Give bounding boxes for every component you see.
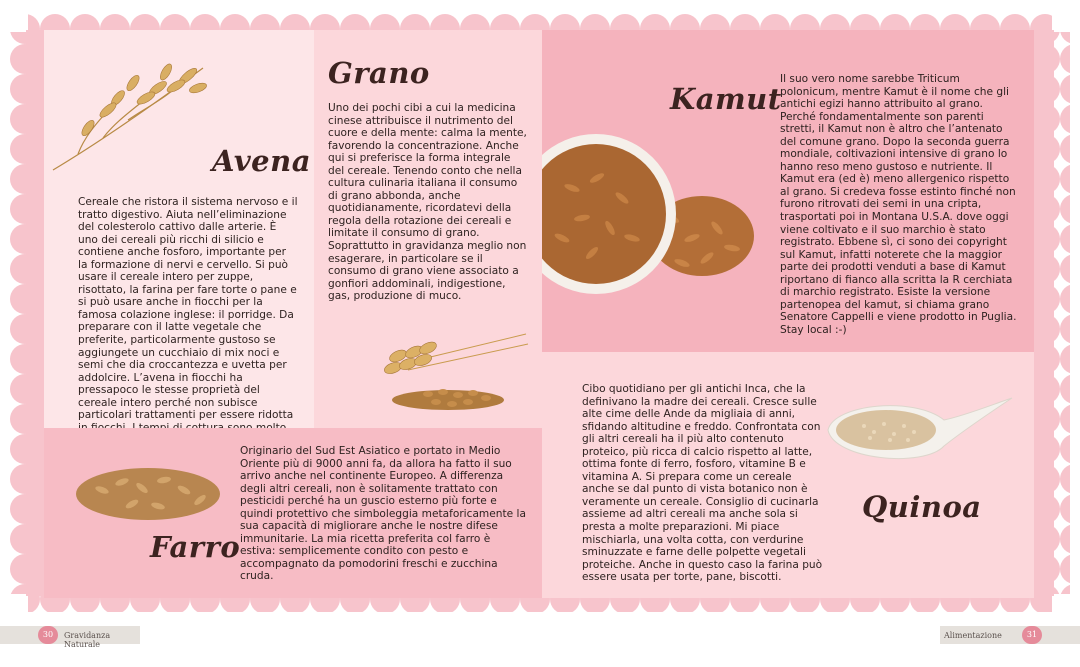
page-number-right: 31 <box>1022 626 1042 644</box>
quinoa-body-text: Cibo quotidiano per gli antichi Inca, che la definivano la madre dei cereali. Cresce sulle alte cime delle Ande da migliaia di anni, sfidando altitudine e freddo. Confrontata con gli altri cereali ha il più alto contenuto proteico, più ricca di calcio rispetto al latte, ottima fonte di ferro, fosforo, vitamine B e vitamina A. Si prepara come un cereale anche se dal punto di vista botanico non è veramente un cereale. Consiglio di cucinarla assieme ad altri cereali ma anche sola si presta a molte preparazioni. Mi piace mischiarla, una volta cotta, con verdurine sminuzzate e farne delle polpette vegetali proteiche. Anche in questo caso la farina può essere usata per torte, pane, biscotti. <box>582 383 823 584</box>
wheat-ears-image <box>368 330 532 412</box>
quinoa-spoon-image <box>824 390 1014 470</box>
kamut-title: Kamut <box>670 82 782 116</box>
footer-right <box>940 626 1080 644</box>
avena-body-text: Cereale che ristora il sistema nervoso e il tratto digestivo. Aiuta nell’eliminazione del colesterolo cattivo dalle arterie. È uno dei cereali più ricchi di silicio e contiene anche fosforo, importante per la formazione di nervi e cervello. Si può usare il cereale intero per zuppe, risottato, la farina per fare torte o pane e si può usare anche in fiocchi per la famosa colazione inglese: il porridge. Da preparare con il latte vegetale che preferite, particolarmente gustoso se aggiungete un cucchiaio di mix noci e semi che dia croccantezza e uvetta per addolcire. L’avena in fiocchi ha pressapoco le stesse proprietà del cereale intero perché non subisce particolari trattamenti per essere ridotta <box>78 196 298 422</box>
footer-left <box>0 626 140 649</box>
footer-left-label: Gravidanza Naturale <box>64 631 111 649</box>
farro-title: Farro <box>150 530 241 564</box>
quinoa-title: Quinoa <box>862 490 982 524</box>
farro-body-text: Originario del Sud Est Asiatico e portato in Medio Oriente più di 9000 anni fa, da allora ha fatto il suo arrivo anche nel continente Europeo. A differenza degli altri cereali, non è solitamente trattato con pesticidi perché ha un guscio esterno più forte e quindi protettivo che simboleggia metaforicamente la sua capacità di migliorare anche le nostre difese immunitarie. La mia ricetta preferita col farro è estiva: semplicemente condito con pesto e accompagnato da pomodorini freschi e zucchina cruda. <box>240 445 526 583</box>
grano-title: Grano <box>328 56 430 90</box>
page-number-left: 30 <box>38 626 58 644</box>
avena-title: Avena <box>212 144 312 178</box>
kamut-body-text: Il suo vero nome sarebbe Triticum polonicum, mentre Kamut è il nome che gli antichi egizi hanno attribuito al grano. Perché fondamentalmente son parenti stretti, il Kamut non è altro che l’antenato del comune grano. Dopo la seconda guerra mondiale, coltivazioni intensive di grano lo hanno reso meno gustoso e nutriente. Il Kamut era (ed è) meno allergenico rispetto al grano. Si credeva fosse estinto finché non furono ritrovati dei semi in una cripta, trasportati poi in Montana U.S.A. dove oggi viene coltivato e il suo marchio è stato registrato. Ebbene sì, ci sono dei copyright sul Kamut, infatti noterete che la maggior parte dei prodotti venduti a base di Kamut riportano di fianco alla scritta la R cerchiata di marchio registrato. Esiste la versione partenopea del kamut, si chiama grano Senatore Cappelli e viene prodotto in Puglia. Stay local :-) <box>780 73 1017 336</box>
footer-right-label: Alimentazione <box>944 631 1002 640</box>
kamut-bowl-image <box>542 118 754 300</box>
farro-grains-image <box>72 452 224 522</box>
oat-stalk-image <box>48 58 213 176</box>
grano-body-text: Uno dei pochi cibi a cui la medicina cinese attribuisce il nutrimento del cuore e della mente: calma la mente, favorendo la concentrazione. Anche qui si preferisce la forma integrale del cereale. Tenendo conto che nella cultura culinaria italiana il consumo di grano abbonda, anche quotidianamente, ricordatevi della regola della rotazione dei cereali e limitate il consumo di grano. Soprattutto in gravidanza meglio non esagerare, in particolare se il consumo di grano viene associato a gonfiori addominali, indigestione, gas, produzione di muco. <box>328 102 527 303</box>
